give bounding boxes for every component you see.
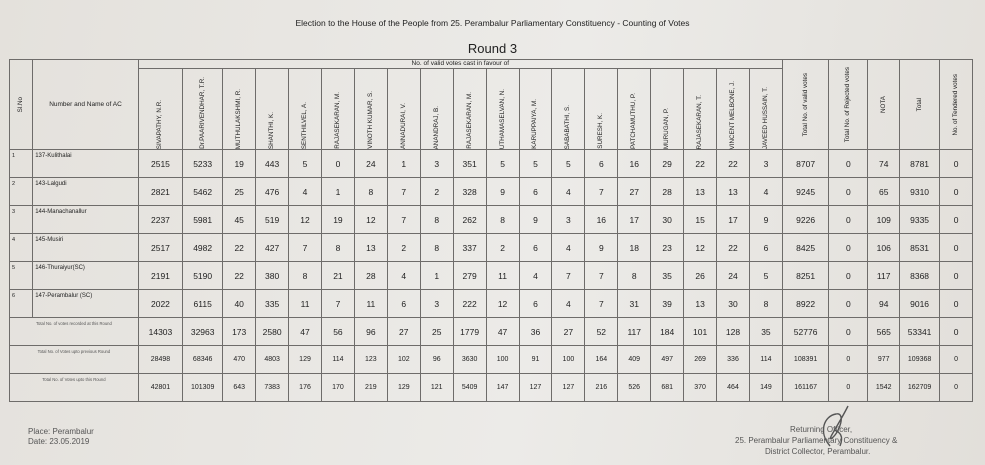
vote-cell: 2517 [138,234,182,262]
nota-cell: 106 [868,234,900,262]
vote-cell: 12 [684,234,717,262]
vote-cell: 9 [519,206,552,234]
total-cell: 8781 [900,150,940,178]
total-vote-cell: 27 [387,318,420,346]
total-vote-cell: 149 [749,374,782,402]
vote-cell: 5 [289,150,322,178]
vote-cell: 8 [289,262,322,290]
vote-cell: 6 [519,290,552,318]
total-cell: 9016 [900,290,940,318]
nota-cell: 117 [868,262,900,290]
rejected-cell: 0 [829,178,868,206]
candidate-header: ANNADURAI, V. [387,69,420,150]
row-slno: 2 [10,178,33,206]
vote-cell: 6 [519,178,552,206]
total-nota-cell: 977 [868,346,900,374]
total-vote-cell: 47 [289,318,322,346]
row-ac-name: 143-Lalgudi [33,178,139,206]
vote-cell: 4 [552,234,585,262]
total-vote-cell: 117 [618,318,651,346]
vote-cell: 11 [354,290,387,318]
candidate-header: SENTHILVEL, A. [289,69,322,150]
total-valid-cell: 8425 [782,234,828,262]
vote-cell: 476 [256,178,289,206]
vote-cell: 262 [453,206,486,234]
candidate-header: PATCHAMUTHU, P. [618,69,651,150]
candidate-header: RAJASEKARAN, M. [453,69,486,150]
vote-cell: 6 [585,150,618,178]
total-vote-cell: 176 [289,374,322,402]
total-vote-cell: 147 [486,374,519,402]
officer-collector: District Collector, Perambalur. [765,447,871,456]
total-vote-cell: 127 [552,374,585,402]
total-vote-cell: 370 [684,374,717,402]
vote-cell: 8 [749,290,782,318]
vote-cell: 29 [651,150,684,178]
totals-row [10,318,973,346]
total-vote-cell: 464 [717,374,750,402]
vote-cell: 23 [651,234,684,262]
total-vote-cell: 173 [223,318,256,346]
vote-cell: 17 [717,206,750,234]
candidate-header: VINOTH KUMAR, S. [354,69,387,150]
vote-cell: 2821 [138,178,182,206]
officer-title: Returning Officer, [790,425,853,434]
vote-cell: 22 [223,234,256,262]
total-rejected-cell: 0 [829,346,868,374]
total-header: Total [900,60,940,150]
vote-cell: 4 [289,178,322,206]
total-vote-cell: 3630 [453,346,486,374]
rejected-cell: 0 [829,150,868,178]
results-table [9,59,973,402]
total-cell: 9310 [900,178,940,206]
vote-cell: 19 [321,206,354,234]
vote-cell: 21 [321,262,354,290]
total-nota-cell: 565 [868,318,900,346]
vote-cell: 380 [256,262,289,290]
candidate-header: KARUPPAIYA, M. [519,69,552,150]
nota-header: NOTA [868,60,900,150]
row-slno: 3 [10,206,33,234]
vote-cell: 4 [749,178,782,206]
vote-cell: 39 [651,290,684,318]
total-vote-cell: 96 [354,318,387,346]
vote-cell: 17 [618,206,651,234]
total-vote-cell: 219 [354,374,387,402]
table-row [10,234,973,262]
vote-cell: 6 [519,234,552,262]
vote-cell: 6 [749,234,782,262]
vote-cell: 22 [223,262,256,290]
rejected-cell: 0 [829,290,868,318]
vote-cell: 2 [387,234,420,262]
total-vote-cell: 114 [321,346,354,374]
total-vote-cell: 100 [552,346,585,374]
total-nota-cell: 1542 [868,374,900,402]
vote-cell: 7 [321,290,354,318]
votes-cast-header: No. of valid votes cast in favour of [138,60,782,69]
table-row [10,150,973,178]
candidate-header: JAVEED HUSSAIN, T. [749,69,782,150]
candidate-header: SIVAPATHY, N.R. [138,69,182,150]
totals-label: Total No. of Votes upto previous Round [10,346,139,374]
total-vote-cell: 28498 [138,346,182,374]
vote-cell: 13 [354,234,387,262]
vote-cell: 7 [585,262,618,290]
date-text: Date: 23.05.2019 [28,437,90,446]
vote-cell: 28 [651,178,684,206]
place-text: Place: Perambalur [28,427,94,436]
vote-cell: 31 [618,290,651,318]
rejected-cell: 0 [829,234,868,262]
vote-cell: 8 [486,206,519,234]
total-vote-cell: 7383 [256,374,289,402]
total-total-cell: 53341 [900,318,940,346]
totals-row [10,346,973,374]
vote-cell: 5190 [183,262,223,290]
totals-row [10,374,973,402]
vote-cell: 351 [453,150,486,178]
vote-cell: 3 [420,290,453,318]
signature-mark [810,402,860,452]
vote-cell: 30 [651,206,684,234]
vote-cell: 11 [486,262,519,290]
table-row [10,290,973,318]
vote-cell: 16 [618,150,651,178]
total-vote-cell: 681 [651,374,684,402]
vote-cell: 519 [256,206,289,234]
total-valid-cell: 8922 [782,290,828,318]
total-vote-cell: 102 [387,346,420,374]
vote-cell: 7 [387,178,420,206]
row-slno: 4 [10,234,33,262]
total-vote-cell: 269 [684,346,717,374]
total-vote-cell: 123 [354,346,387,374]
total-vote-cell: 1779 [453,318,486,346]
vote-cell: 12 [289,206,322,234]
slno-header: Sl.No [10,60,33,150]
total-vote-cell: 643 [223,374,256,402]
vote-cell: 25 [223,178,256,206]
total-cell: 9335 [900,206,940,234]
nota-cell: 74 [868,150,900,178]
vote-cell: 4982 [183,234,223,262]
total-vote-cell: 91 [519,346,552,374]
vote-cell: 13 [684,290,717,318]
total-vote-cell: 36 [519,318,552,346]
table-row [10,206,973,234]
table-row [10,262,973,290]
vote-cell: 5 [749,262,782,290]
vote-cell: 11 [289,290,322,318]
total-vote-cell: 2580 [256,318,289,346]
total-vote-cell: 470 [223,346,256,374]
total-vote-cell: 96 [420,346,453,374]
vote-cell: 2 [486,234,519,262]
row-slno: 5 [10,262,33,290]
total-valid-cell: 8707 [782,150,828,178]
vote-cell: 2237 [138,206,182,234]
total-total-cell: 162709 [900,374,940,402]
vote-cell: 2515 [138,150,182,178]
total-vote-cell: 68346 [183,346,223,374]
tendered-header: No. of Tendered votes [940,60,973,150]
total-vote-cell: 114 [749,346,782,374]
total-rejected-cell: 0 [829,374,868,402]
total-vote-cell: 127 [519,374,552,402]
total-tendered-cell: 0 [940,346,973,374]
vote-cell: 8 [420,234,453,262]
vote-cell: 2 [420,178,453,206]
nota-cell: 94 [868,290,900,318]
vote-cell: 4 [519,262,552,290]
vote-cell: 22 [717,234,750,262]
vote-cell: 6 [387,290,420,318]
vote-cell: 45 [223,206,256,234]
total-vote-cell: 25 [420,318,453,346]
tendered-cell: 0 [940,206,973,234]
total-vote-cell: 129 [289,346,322,374]
total-vote-cell: 170 [321,374,354,402]
vote-cell: 1 [420,262,453,290]
round-title: Round 3 [467,41,518,56]
vote-cell: 16 [585,206,618,234]
vote-cell: 12 [354,206,387,234]
candidate-header: SHANTHI, K. [256,69,289,150]
candidate-header: RAJASEKARAN, T. [684,69,717,150]
vote-cell: 22 [717,150,750,178]
vote-cell: 3 [420,150,453,178]
total-vote-cell: 164 [585,346,618,374]
vote-cell: 24 [717,262,750,290]
tendered-cell: 0 [940,178,973,206]
vote-cell: 13 [717,178,750,206]
total-valid-cell: 9226 [782,206,828,234]
total-vote-cell: 14303 [138,318,182,346]
vote-cell: 7 [552,262,585,290]
vote-cell: 8 [420,206,453,234]
vote-cell: 5 [519,150,552,178]
vote-cell: 1 [387,150,420,178]
vote-cell: 5233 [183,150,223,178]
vote-cell: 7 [387,206,420,234]
tendered-cell: 0 [940,290,973,318]
vote-cell: 1 [321,178,354,206]
total-vote-cell: 27 [552,318,585,346]
total-total-valid-cell: 108391 [782,346,828,374]
vote-cell: 4 [387,262,420,290]
vote-cell: 28 [354,262,387,290]
total-rejected-cell: 0 [829,318,868,346]
vote-cell: 30 [717,290,750,318]
vote-cell: 12 [486,290,519,318]
vote-cell: 26 [684,262,717,290]
total-vote-cell: 121 [420,374,453,402]
totals-label: Total No. of Votes upto this Round [10,374,139,402]
sheet-title: Election to the House of the People from 25. Perambalur Parliamentary Constituency - Counting of Votes [295,18,690,28]
total-vote-cell: 216 [585,374,618,402]
vote-cell: 19 [223,150,256,178]
nota-cell: 65 [868,178,900,206]
vote-cell: 7 [585,178,618,206]
nota-cell: 109 [868,206,900,234]
total-vote-cell: 56 [321,318,354,346]
total-cell: 8368 [900,262,940,290]
row-ac-name: 147-Perambalur (SC) [33,290,139,318]
totals-label: Total No. of votes recorded at this Round [10,318,139,346]
vote-cell: 8 [618,262,651,290]
vote-cell: 18 [618,234,651,262]
total-vote-cell: 42801 [138,374,182,402]
vote-cell: 4 [552,290,585,318]
candidate-header: MURUGAN, P. [651,69,684,150]
total-vote-cell: 184 [651,318,684,346]
vote-cell: 279 [453,262,486,290]
row-ac-name: 145-Musiri [33,234,139,262]
total-total-valid-cell: 161167 [782,374,828,402]
total-valid-cell: 8251 [782,262,828,290]
tendered-cell: 0 [940,234,973,262]
total-total-valid-cell: 52776 [782,318,828,346]
row-ac-name: 137-Kulithalai [33,150,139,178]
total-tendered-cell: 0 [940,318,973,346]
tendered-cell: 0 [940,150,973,178]
vote-cell: 335 [256,290,289,318]
row-slno: 1 [10,150,33,178]
vote-cell: 3 [552,206,585,234]
vote-cell: 8 [354,178,387,206]
vote-cell: 2191 [138,262,182,290]
table-row [10,178,973,206]
total-cell: 8531 [900,234,940,262]
total-vote-cell: 32963 [183,318,223,346]
candidate-header: RAJASEKARAN, M. [321,69,354,150]
total-vote-cell: 52 [585,318,618,346]
tendered-cell: 0 [940,262,973,290]
candidate-header: SURESH, K. [585,69,618,150]
total-vote-cell: 497 [651,346,684,374]
total-vote-cell: 4803 [256,346,289,374]
row-ac-name: 146-Thuraiyur(SC) [33,262,139,290]
vote-cell: 337 [453,234,486,262]
vote-cell: 7 [585,290,618,318]
candidate-header: Dr.PAARIVENDHAR, T.R. [183,69,223,150]
candidate-header: UTHAMASELVAN, N. [486,69,519,150]
vote-cell: 24 [354,150,387,178]
total-tendered-cell: 0 [940,374,973,402]
vote-cell: 0 [321,150,354,178]
rejected-cell: 0 [829,206,868,234]
total-vote-cell: 128 [717,318,750,346]
vote-cell: 443 [256,150,289,178]
vote-cell: 5 [486,150,519,178]
row-ac-name: 144-Manachanallur [33,206,139,234]
total-vote-cell: 409 [618,346,651,374]
candidate-header: MUTHULAKSHMI, R. [223,69,256,150]
candidate-header: VINCENT MELBONE, J. [717,69,750,150]
vote-cell: 5981 [183,206,223,234]
vote-cell: 2022 [138,290,182,318]
vote-cell: 222 [453,290,486,318]
vote-cell: 40 [223,290,256,318]
total-vote-cell: 526 [618,374,651,402]
total-vote-cell: 35 [749,318,782,346]
vote-cell: 5 [552,150,585,178]
candidate-header: SABABATHI, S. [552,69,585,150]
vote-cell: 3 [749,150,782,178]
total-vote-cell: 5409 [453,374,486,402]
total-vote-cell: 336 [717,346,750,374]
rejected-header: Total No. of Rejected votes [829,60,868,150]
total-vote-cell: 129 [387,374,420,402]
total-vote-cell: 100 [486,346,519,374]
total-vote-cell: 101 [684,318,717,346]
vote-cell: 328 [453,178,486,206]
vote-cell: 9 [486,178,519,206]
vote-cell: 427 [256,234,289,262]
total-valid-header: Total No. of valid votes [782,60,828,150]
rejected-cell: 0 [829,262,868,290]
vote-cell: 35 [651,262,684,290]
row-slno: 6 [10,290,33,318]
vote-cell: 27 [618,178,651,206]
total-total-cell: 109368 [900,346,940,374]
vote-cell: 15 [684,206,717,234]
vote-cell: 9 [749,206,782,234]
vote-cell: 9 [585,234,618,262]
vote-cell: 6115 [183,290,223,318]
ac-header: Number and Name of AC [33,60,139,150]
total-vote-cell: 101309 [183,374,223,402]
vote-cell: 5462 [183,178,223,206]
vote-cell: 7 [289,234,322,262]
candidate-header: ANANDRAJ, B. [420,69,453,150]
vote-cell: 4 [552,178,585,206]
vote-cell: 22 [684,150,717,178]
total-vote-cell: 47 [486,318,519,346]
vote-cell: 8 [321,234,354,262]
officer-constituency: 25. Perambalur Parliamentary Constituency & [735,436,898,445]
total-valid-cell: 9245 [782,178,828,206]
vote-cell: 13 [684,178,717,206]
